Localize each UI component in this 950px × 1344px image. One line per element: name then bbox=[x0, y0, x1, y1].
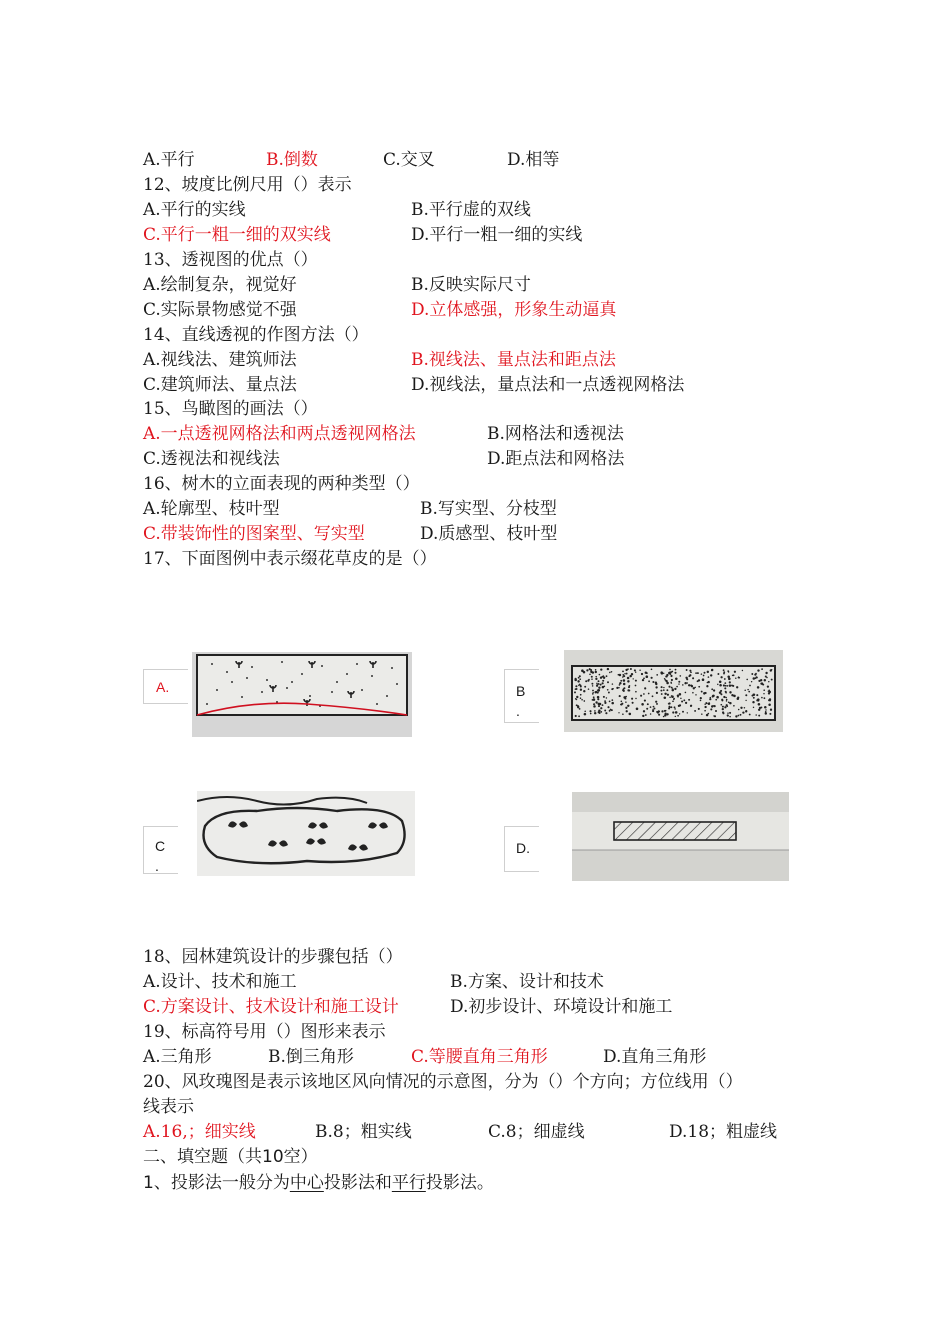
q12-option-c: C.平行一粗一细的双实线 bbox=[143, 225, 331, 245]
section2-prefix: 二、填空题（共 bbox=[143, 1147, 262, 1167]
section2-suffix: 空） bbox=[283, 1147, 318, 1167]
fill1-answer-blank-2: 平行 bbox=[391, 1173, 426, 1193]
q18-option-b: B.方案、设计和技术 bbox=[450, 972, 604, 992]
q20-option-b: B.8；粗实线 bbox=[315, 1122, 412, 1142]
q17-label-b: B bbox=[516, 683, 526, 699]
fill1-part3: 投影法。 bbox=[425, 1173, 494, 1193]
q11-option-b: B.倒数 bbox=[266, 150, 318, 170]
q17-label-d: D. bbox=[516, 840, 530, 856]
q20-stem-line2: 线表示 bbox=[143, 1097, 194, 1117]
q13-option-c: C.实际景物感觉不强 bbox=[143, 300, 297, 320]
q17-label-b-dot: . bbox=[516, 703, 520, 719]
q17-label-c-dot: . bbox=[155, 858, 159, 874]
q18-option-d: D.初步设计、环境设计和施工 bbox=[450, 997, 673, 1017]
q11-option-d: D.相等 bbox=[507, 150, 560, 170]
q14-stem: 14、直线透视的作图方法（） bbox=[143, 325, 369, 345]
fill1-part2: 投影法和 bbox=[323, 1173, 392, 1193]
q17-image-d bbox=[572, 792, 789, 881]
q12-option-d: D.平行一粗一细的实线 bbox=[411, 225, 583, 245]
fill1-part1: 1、投影法一般分为 bbox=[143, 1173, 290, 1193]
q16-stem: 16、树木的立面表现的两种类型（） bbox=[143, 474, 420, 494]
q18-stem: 18、园林建筑设计的步骤包括（） bbox=[143, 947, 403, 967]
q13-stem: 13、透视图的优点（） bbox=[143, 250, 318, 270]
q16-option-a: A.轮廓型、枝叶型 bbox=[143, 499, 280, 519]
q17-image-b bbox=[564, 650, 783, 732]
q11-option-a: A.平行 bbox=[143, 150, 195, 170]
q12-stem: 12、坡度比例尺用（）表示 bbox=[143, 175, 352, 195]
q19-option-c: C.等腰直角三角形 bbox=[411, 1047, 548, 1067]
q20-option-d: D.18；粗虚线 bbox=[669, 1122, 778, 1142]
flowered-lawn-sketch-icon bbox=[192, 652, 412, 737]
q14-option-a: A.视线法、建筑师法 bbox=[143, 350, 297, 370]
dotted-lawn-sketch-icon bbox=[564, 650, 783, 732]
q17-image-a bbox=[192, 652, 412, 737]
q15-stem: 15、鸟瞰图的画法（） bbox=[143, 399, 318, 419]
q16-option-b: B.写实型、分枝型 bbox=[420, 499, 557, 519]
section2-count: 10 bbox=[262, 1147, 284, 1167]
q19-option-a: A.三角形 bbox=[143, 1047, 212, 1067]
q13-option-d: D.立体感强，形象生动逼真 bbox=[411, 300, 617, 320]
q15-option-a: A.一点透视网格法和两点透视网格法 bbox=[143, 424, 416, 444]
q16-option-c: C.带装饰性的图案型、写实型 bbox=[143, 524, 365, 544]
q20-stem-line1: 20、风玫瑰图是表示该地区风向情况的示意图，分为（）个方向；方位线用（） bbox=[143, 1072, 743, 1092]
q19-option-d: D.直角三角形 bbox=[603, 1047, 707, 1067]
q12-option-b: B.平行虚的双线 bbox=[411, 200, 531, 220]
q17-image-c bbox=[197, 791, 415, 876]
flower-outline-sketch-icon bbox=[197, 791, 415, 876]
q16-option-d: D.质感型、枝叶型 bbox=[420, 524, 558, 544]
q18-option-a: A.设计、技术和施工 bbox=[143, 972, 297, 992]
q17-label-c: C bbox=[155, 838, 166, 854]
q19-stem: 19、标高符号用（）图形来表示 bbox=[143, 1022, 386, 1042]
q18-option-c: C.方案设计、技术设计和施工设计 bbox=[143, 997, 399, 1017]
fill1-answer-blank-1: 中心 bbox=[289, 1173, 324, 1193]
q11-option-c: C.交叉 bbox=[383, 150, 435, 170]
q15-option-c: C.透视法和视线法 bbox=[143, 449, 280, 469]
q20-option-a: A.16,；细实线 bbox=[143, 1122, 256, 1142]
q17-label-a: A. bbox=[156, 679, 170, 695]
q13-option-b: B.反映实际尺寸 bbox=[411, 275, 531, 295]
q20-option-c: C.8；细虚线 bbox=[488, 1122, 585, 1142]
q12-option-a: A.平行的实线 bbox=[143, 200, 246, 220]
q15-option-d: D.距点法和网格法 bbox=[487, 449, 625, 469]
q14-option-b: B.视线法、量点法和距点法 bbox=[411, 350, 616, 370]
q14-option-c: C.建筑师法、量点法 bbox=[143, 375, 297, 395]
q13-option-a: A.绘制复杂，视觉好 bbox=[143, 275, 297, 295]
q19-option-b: B.倒三角形 bbox=[268, 1047, 354, 1067]
q14-option-d: D.视线法，量点法和一点透视网格法 bbox=[411, 375, 685, 395]
q15-option-b: B.网格法和透视法 bbox=[487, 424, 624, 444]
fill-question-1 bbox=[143, 1172, 494, 1194]
hatched-lawn-sketch-icon bbox=[572, 792, 789, 881]
section2-heading bbox=[143, 1146, 318, 1168]
q17-stem: 17、下面图例中表示缀花草皮的是（） bbox=[143, 549, 437, 569]
